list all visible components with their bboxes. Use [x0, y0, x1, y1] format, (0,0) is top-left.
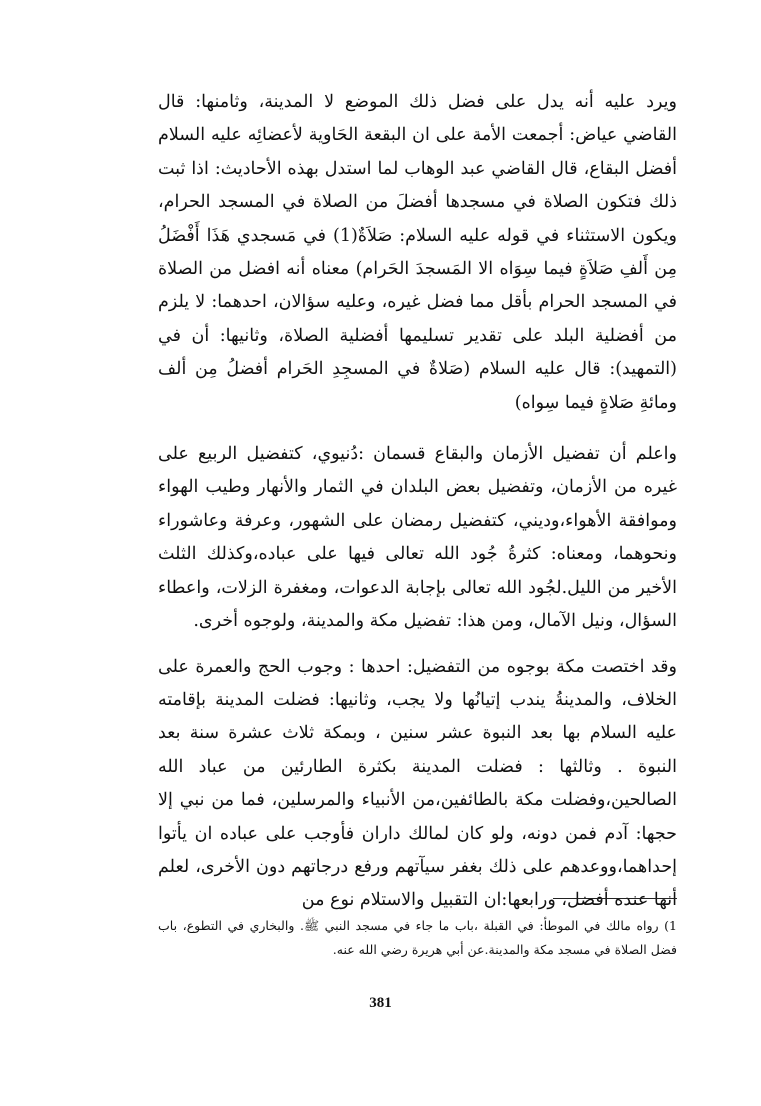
paragraph-1: ويرد عليه أنه يدل على فضل ذلك الموضع لا المدينة، وثامنها: قال القاضي عياض: أجمعت الأمة على ان البقعة الحَاوية لأعضائِه عليه السلام أفضل البقاع، قال القاضي عبد الوهاب لما استدل بهذه الأحاديث: اذا ثبت ذلك فتكون الصلاة في مسجدها أفضلَ من الصلاة في المسجد الحرام، ويكون الاستثناء في قوله عليه السلام: صَلاَةٌ(1) في مَسجدي هَذَا أَفْضَلُ مِن أَلفِ صَلاَةٍ فيما سِوَاه الا المَسجدَ الحَرام) معناه أنه افضل من الصلاة في المسجد الحرام بأقل مما فضل غيره، وعليه سؤالان، احدهما: لا يلزم من أفضلية البلد على تقدير تسليمها أفضلية الصلاة، وثانيها: أن في (التمهيد): قال عليه السلام (صَلاةٌ في المسجِدِ الحَرام أفضلُ مِن ألف ومائةِ صَلاةٍ فيما سِواه) — [158, 92, 677, 413]
paragraph-2: واعلم أن تفضيل الأزمان والبقاع قسمان :دُنيوي، كتفضيل الربيع على غيره من الأزمان، وتفضيل بعض البلدان في الثمار والأنهار وطيب الهواء وموافقة الأهواء،وديني، كتفضيل رمضان على الشهور، وعرفة وعاشوراء ونحوهما، ومعناه: كثرةُ جُود الله تعالى فيها على عباده،وكذلك الثلث الأخير من الليل.لجُود الله تعالى بإجابة الدعوات، ومغفرة الزلات، واعطاء السؤال، ونيل الآمال، ومن هذا: تفضيل مكة والمدينة، ولوجوه أخرى. — [158, 444, 677, 632]
page-number: 381 — [369, 995, 392, 1011]
paragraph-3: وقد اختصت مكة بوجوه من التفضيل: احدها : وجوب الحج والعمرة على الخلاف، والمدينةُ يندب إتيانُها ولا يجب، وثانيها: فضلت المدينة بإقامته عليه السلام بها بعد النبوة عشر سنين ، وبمكة ثلاث عشرة سنة بعد النبوة . وثالثها : فضلت المدينة بكثرة الطارئين من عباد الله الصالحين،وفضلت مكة بالطائفين،من الأنبياء والمرسلين، فما من نبي إلا حجها: آدم فمن دونه، ولو كان لمالك داران فأوجب على عباده ان يأتوا إحداهما،ووعدهم على ذلك بغفر سيآتهم ورفع درجاتهم دون الأخرى، لعلم أنها عنده أفضل، ورابعها:ان التقبيل والاستلام نوع من — [158, 656, 677, 911]
footnote: 1) رواه مالك في الموطأ: في القبلة ،باب ما جاء في مسجد النبي ﷺ. والبخاري في التطوع، باب فضل الصلاة في مسجد مكة والمدينة.عن أبي هريرة رضي الله عنه. — [158, 918, 677, 957]
main-text-block — [158, 86, 677, 918]
footnote-separator — [553, 898, 677, 899]
